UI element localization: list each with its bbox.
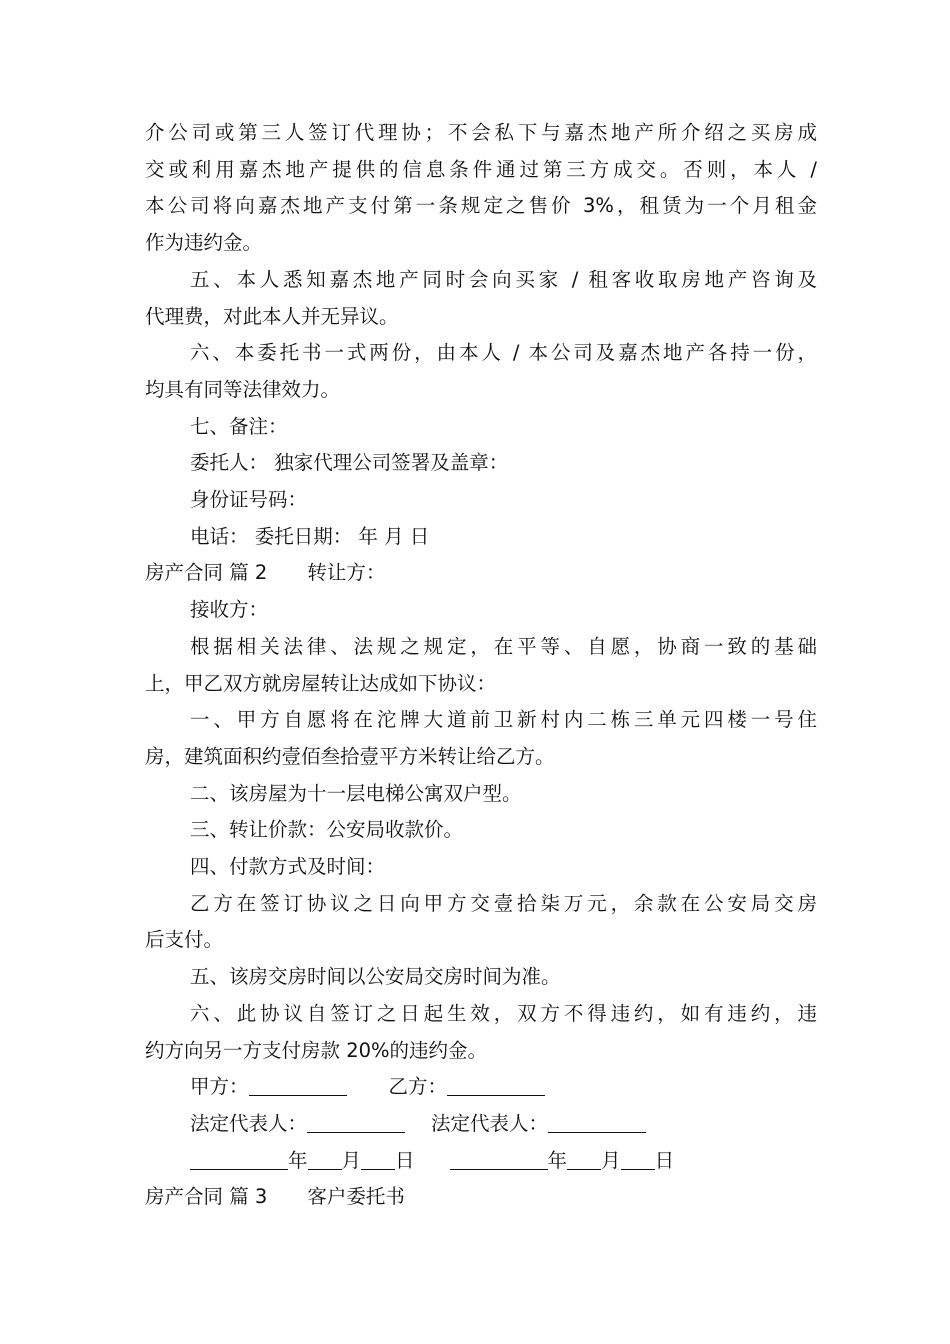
date-year-label: 年	[547, 1148, 568, 1172]
paragraph-line: 后支付。	[145, 928, 224, 952]
signature-row-representatives	[145, 1106, 817, 1143]
paragraph-line: 作为违约金。	[145, 231, 263, 255]
paragraph-line: 房，建筑面积约壹佰叁拾壹平方米转让给乙方。	[145, 744, 555, 768]
paragraph-line: 三、转让价款：公安局收款价。	[190, 818, 464, 842]
section-3-title: 房产合同 篇 3	[145, 1185, 268, 1209]
paragraph-line: 二、该房屋为十一层电梯公寓双户型。	[190, 781, 522, 805]
date-a-month-blank[interactable]	[308, 1149, 342, 1170]
date-month-label: 月	[341, 1148, 362, 1172]
paragraph-line: 介公司或第三人签订代理协；不会私下与嘉杰地产所介绍之买房成	[145, 121, 817, 144]
signature-row-dates	[145, 1143, 817, 1180]
paragraph-line: 电话： 委托日期： 年 月 日	[190, 524, 430, 548]
date-b-year-blank[interactable]	[450, 1149, 548, 1170]
paragraph-line: 代理费，对此本人并无异议。	[145, 304, 399, 328]
paragraph-line: 本公司将向嘉杰地产支付第一条规定之售价 3%，租赁为一个月租金	[145, 194, 817, 218]
date-a-day-blank[interactable]	[361, 1149, 395, 1170]
section-heading	[145, 1179, 817, 1216]
section-heading	[145, 555, 817, 592]
transferor-label: 转让方：	[307, 561, 386, 585]
date-month-label: 月	[601, 1148, 621, 1172]
paragraph-line: 七、备注：	[190, 414, 288, 438]
rep-a-blank[interactable]	[307, 1112, 405, 1133]
paragraph-line: 乙方在签订协议之日向甲方交壹拾柒万元，余款在公安局交房	[190, 891, 817, 915]
party-b-blank[interactable]	[447, 1075, 545, 1096]
paragraph-line: 四、付款方式及时间：	[190, 855, 386, 879]
paragraph-line: 根据相关法律、法规之规定，在平等、自愿，协商一致的基础	[190, 634, 817, 658]
paragraph-line: 接收方：	[190, 598, 269, 622]
paragraph-line: 六、本委托书一式两份，由本人 / 本公司及嘉杰地产各持一份，	[190, 341, 817, 365]
date-year-label: 年	[288, 1148, 308, 1172]
date-day-label: 日	[654, 1148, 675, 1172]
date-day-label: 日	[395, 1148, 415, 1172]
party-b-label: 乙方：	[388, 1075, 448, 1099]
paragraph-line: 一、甲方自愿将在沱牌大道前卫新村内二栋三单元四楼一号住	[190, 708, 817, 732]
date-a-year-blank[interactable]	[190, 1149, 288, 1170]
date-b-day-blank[interactable]	[621, 1149, 655, 1170]
party-a-blank[interactable]	[249, 1075, 347, 1096]
document-body	[145, 115, 817, 1216]
paragraph-line: 均具有同等法律效力。	[145, 377, 341, 401]
rep-a-label: 法定代表人：	[190, 1111, 308, 1135]
paragraph-line: 委托人： 独家代理公司签署及盖章：	[190, 451, 509, 475]
paragraph-line: 六、此协议自签订之日起生效，双方不得违约，如有违约，违	[190, 1001, 817, 1025]
paragraph-line: 约方向另一方支付房款 20%的违约金。	[145, 1038, 488, 1062]
paragraph-line: 交或利用嘉杰地产提供的信息条件通过第三方成交。否则，本人 /	[145, 157, 817, 181]
section-3-subtitle: 客户委托书	[307, 1185, 405, 1209]
paragraph-line: 上，甲乙双方就房屋转让达成如下协议：	[145, 671, 497, 695]
rep-b-blank[interactable]	[548, 1112, 646, 1133]
date-b-month-blank[interactable]	[567, 1149, 601, 1170]
signature-row-parties	[145, 1069, 817, 1106]
party-a-label: 甲方：	[190, 1075, 249, 1099]
paragraph-line: 五、本人悉知嘉杰地产同时会向买家 / 租客收取房地产咨询及	[190, 267, 817, 291]
paragraph-line: 身份证号码：	[190, 488, 308, 512]
section-2-title: 房产合同 篇 2	[145, 561, 268, 585]
rep-b-label: 法定代表人：	[431, 1111, 549, 1135]
paragraph-line: 五、该房交房时间以公安局交房时间为准。	[190, 965, 561, 989]
